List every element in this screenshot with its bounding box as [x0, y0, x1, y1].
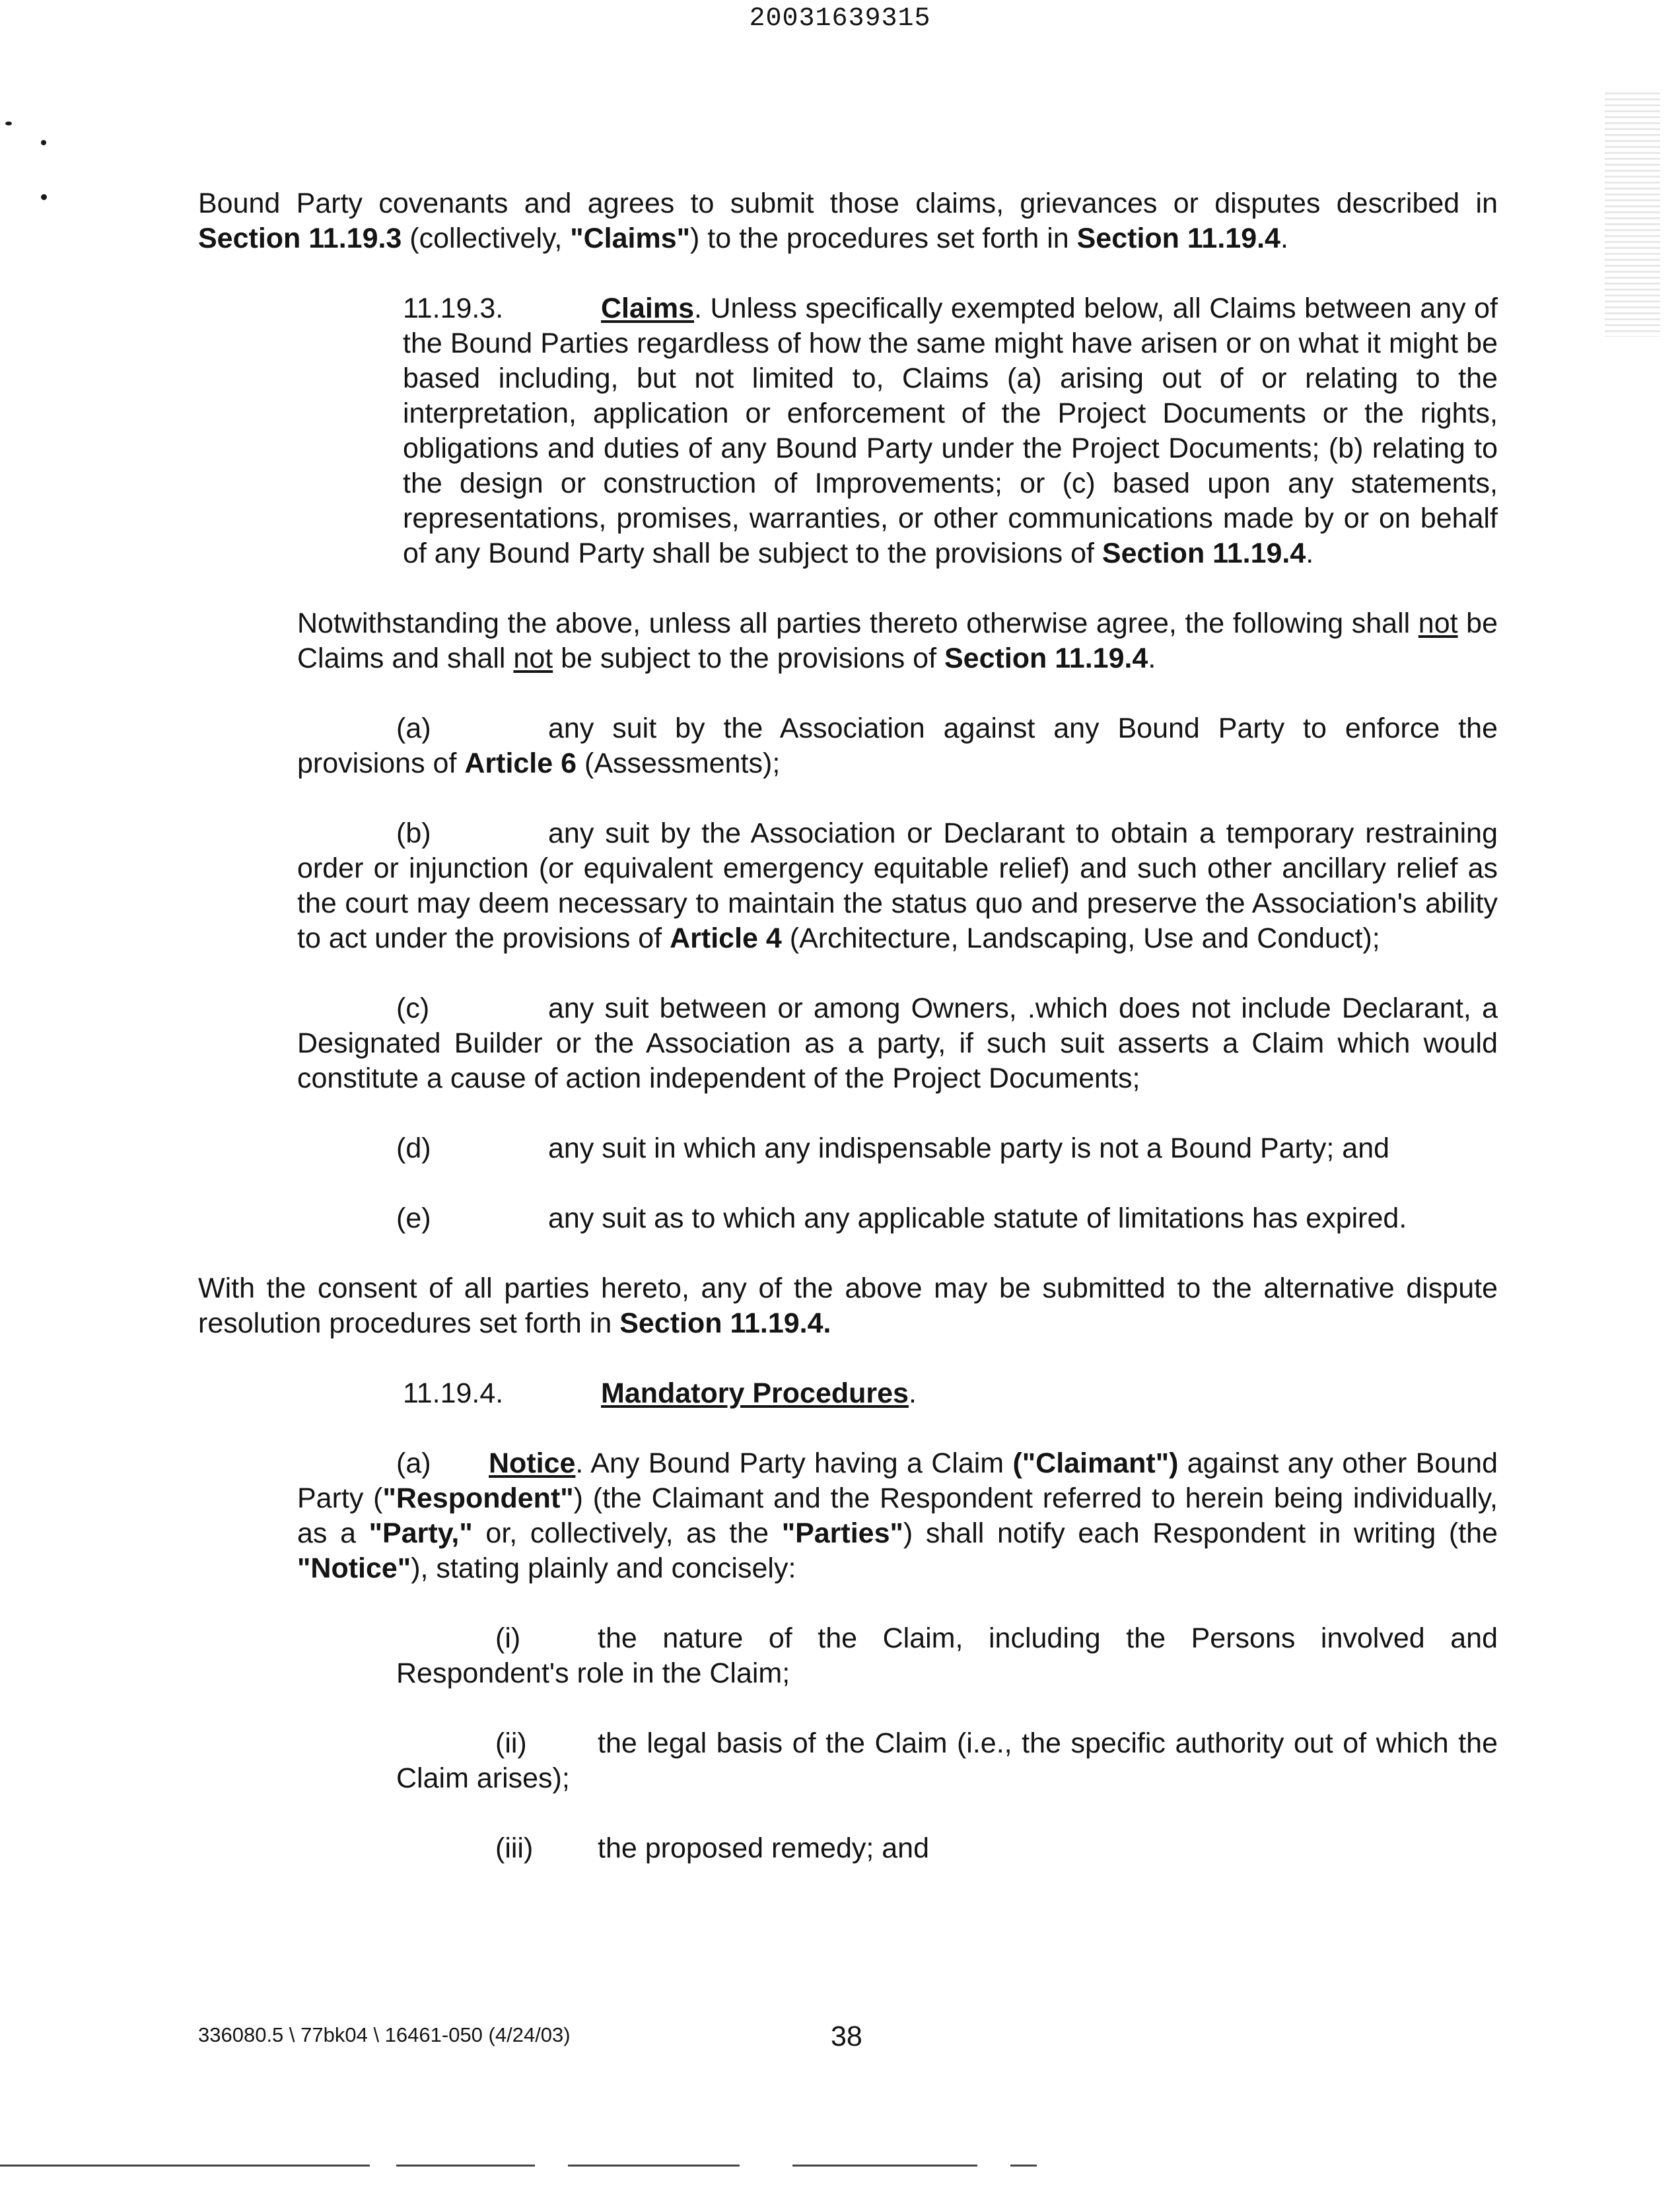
notwithstanding-paragraph: Notwithstanding the above, unless all parties thereto otherwise agree, the following shall not be Claims and shall not be subject to the provisions of Section 11.19.4. [297, 608, 1498, 674]
scan-edge-line [1010, 2165, 1037, 2167]
exemption-item-e: (e) any suit as to which any applicable statute of limitations has expired. [297, 1201, 1498, 1236]
consent-paragraph: With the consent of all parties hereto, any of the above may be submitted to the alternative dispute resolution procedures set forth in Section 11.19.4. [198, 1272, 1498, 1339]
item-label: (iii) [495, 1832, 534, 1864]
item-label: (c) [396, 992, 430, 1024]
exemption-item-a: (a) any suit by the Association against any Bound Party to enforce the provisions of Article 6 (Assessments); [297, 712, 1498, 779]
notice-item-i: (i) the nature of the Claim, including the Persons involved and Respondent's role in the Claim; [396, 1622, 1498, 1689]
notice-item-iii: (iii) the proposed remedy; and [396, 1831, 1498, 1866]
section-number: 11.19.4. [403, 1377, 504, 1409]
scan-edge-line [0, 2165, 370, 2167]
item-label: (ii) [495, 1727, 527, 1759]
exemption-item-b: (b) any suit by the Association or Declarant to obtain a temporary restraining order or injunction (or equivalent emergency equitable relief) and such other ancillary relief as the court may deem necessary to maintain the status quo and preserve the Association's ability to act under the provisions of Article 4 (Architecture, Landscaping, Use and Conduct); [297, 817, 1498, 954]
page-number: 38 [831, 2021, 862, 2052]
item-label: (e) [396, 1202, 431, 1234]
section-heading: Claims [601, 293, 695, 324]
notice-paragraph: (a) Notice. Any Bound Party having a Claim ("Claimant") against any other Bound Party ("Respondent") (the Claimant and the Respondent referred to herein being individually, as a "Party," or, collectively, as the "Parties") shall notify each Respondent in writing (the "Notice"), stating plainly and concisely: [297, 1447, 1498, 1584]
document-number: 20031639315 [749, 4, 931, 34]
section-11-19-4: 11.19.4. Mandatory Procedures. [198, 1376, 1498, 1411]
exemption-item-c: (c) any suit between or among Owners, .which does not include Declarant, a Designated Builder or the Association as a party, if such suit asserts a Claim which would constitute a cause of action independent of the Project Documents; [297, 992, 1498, 1094]
section-heading: Mandatory Procedures [601, 1377, 909, 1409]
scan-edge-line [396, 2165, 535, 2167]
footer-document-id: 336080.5 \ 77bk04 \ 16461-050 (4/24/03) [198, 2023, 571, 2046]
document-body [198, 186, 1498, 1866]
scan-edge-line [792, 2165, 977, 2167]
item-label: (b) [396, 817, 431, 849]
notice-heading: Notice [489, 1447, 576, 1479]
scan-mark [5, 122, 12, 125]
scan-edge-line [568, 2165, 740, 2167]
margin-stamp [1605, 92, 1660, 337]
notice-item-ii: (ii) the legal basis of the Claim (i.e., the specific authority out of which the Claim arises); [396, 1727, 1498, 1794]
scan-mark [41, 194, 47, 200]
section-number: 11.19.3. [403, 293, 504, 324]
intro-paragraph: Bound Party covenants and agrees to submit those claims, grievances or disputes described in Section 11.19.3 (collectively, "Claims") to the procedures set forth in Section 11.19.4. [198, 188, 1498, 254]
item-label: (a) [396, 712, 431, 744]
section-11-19-3: 11.19.3. Claims. Unless specifically exempted below, all Claims between any of the Bound Parties regardless of how the same might have arisen or on what it might be based including, but not limited to, Claims (a) arising out of or relating to the interpretation, application or enforcement of the Project Documents or the rights, obligations and duties of any Bound Party under the Project Documents; (b) relating to the design or construction of Improvements; or (c) based upon any statements, representations, promises, warranties, or other communications made by or on behalf of any Bound Party shall be subject to the provisions of Section 11.19.4. [403, 293, 1498, 569]
item-label: (d) [396, 1132, 431, 1164]
scan-mark [41, 140, 46, 145]
item-label: (a) [396, 1447, 431, 1479]
exemption-item-d: (d) any suit in which any indispensable party is not a Bound Party; and [297, 1131, 1498, 1166]
item-label: (i) [495, 1622, 521, 1654]
